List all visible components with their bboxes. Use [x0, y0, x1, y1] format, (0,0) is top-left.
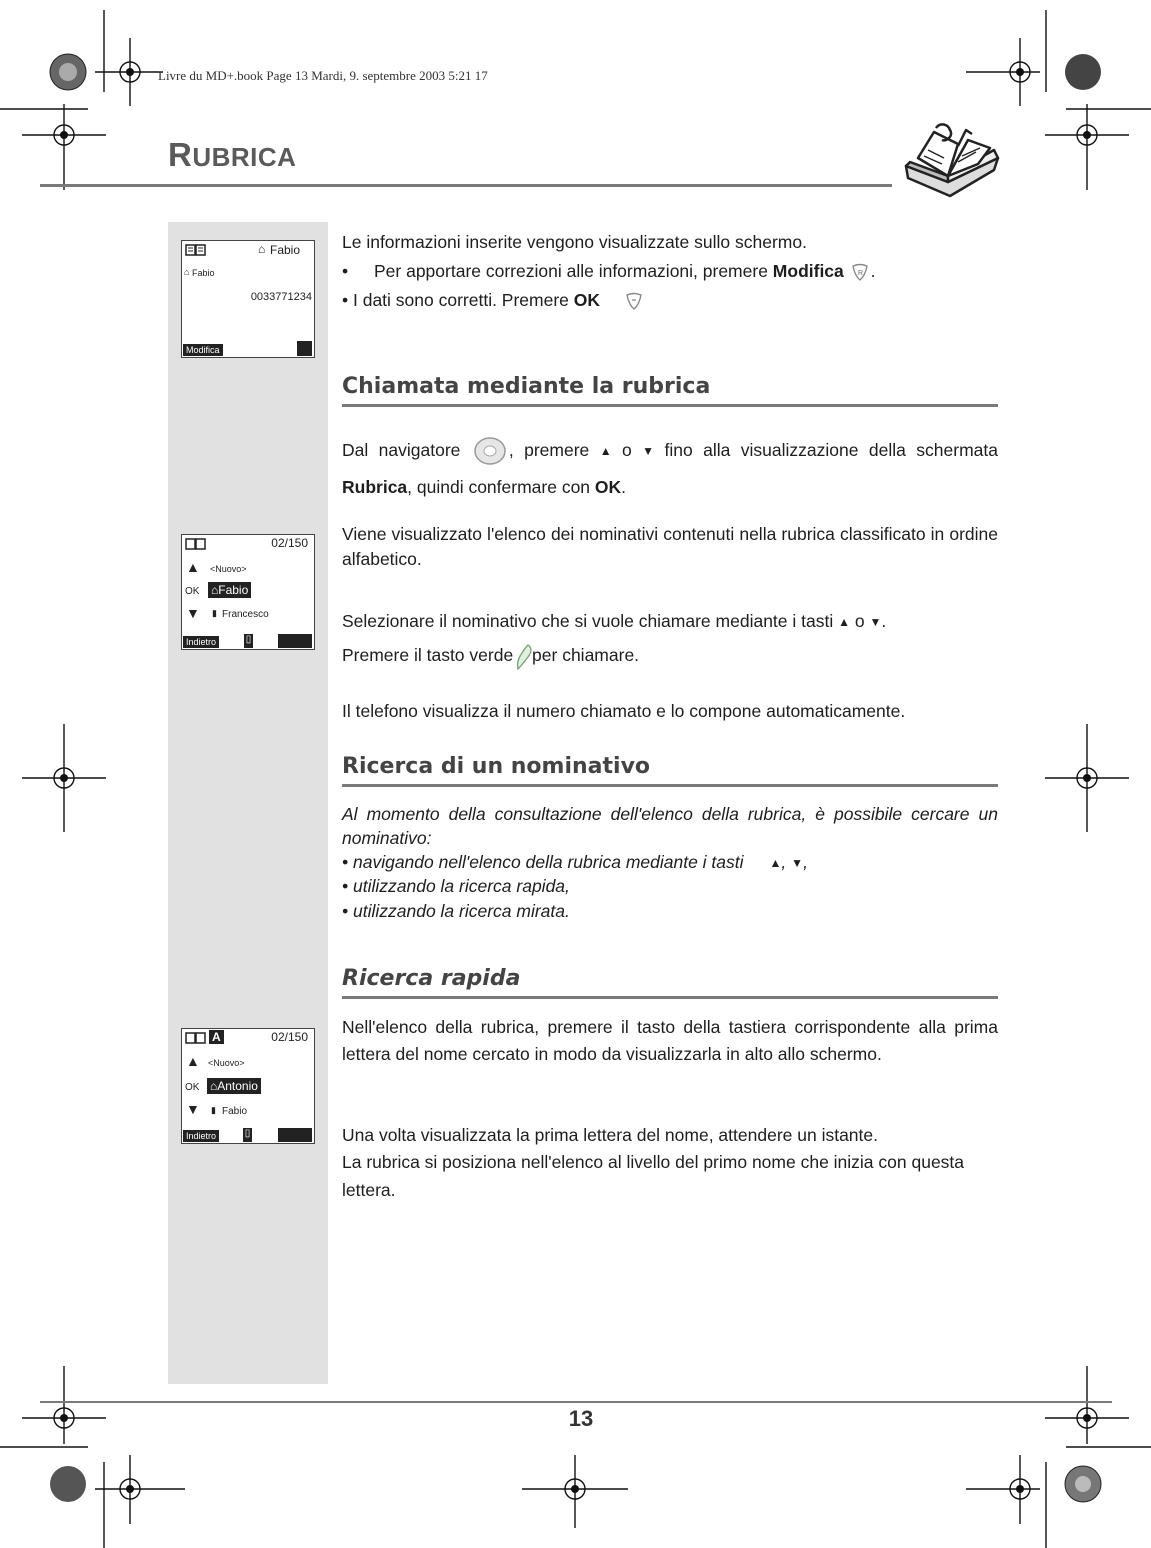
list-item-next[interactable]: Fabio — [222, 1106, 248, 1117]
bullet-modifica-bold: Modifica — [772, 260, 844, 281]
softkey-icon — [623, 291, 645, 311]
title-rule — [40, 184, 892, 187]
softkey-indietro[interactable]: Indietro — [183, 1130, 219, 1142]
text: , premere — [508, 440, 600, 460]
section3-line2: Una volta visualizzata la prima lettera del nome, attendere un istante. — [342, 1125, 878, 1145]
bold-ok: OK — [594, 476, 622, 497]
down-arrow-icon: ▼ — [869, 614, 882, 629]
section3-p1: Nell'elenco della rubrica, premere il tasto della tastiera corrispondente alla prima lettera del nome cercato in modo da visualizzarla in alto allo schermo. — [342, 1017, 998, 1065]
section1-p2: Viene visualizzato l'elenco dei nominativi contenuti nella rubrica classificato in ordine alfabetico. — [342, 524, 998, 569]
bullet-dot: • — [342, 260, 349, 281]
down-arrow-icon[interactable]: ▼ — [186, 605, 200, 621]
intro-line: Le informazioni inserite vengono visualizzate sullo schermo. — [342, 232, 807, 252]
section1-p3 — [342, 604, 998, 672]
text: per chiamare. — [532, 645, 640, 666]
text: , quindi confermare con — [407, 476, 595, 497]
section2-bullet2: • utilizzando la ricerca rapida, — [342, 876, 570, 897]
text: fino alla visualizzazione della schermata — [654, 440, 998, 460]
list-counter: 02/150 — [271, 1030, 308, 1044]
svg-text:R: R — [857, 270, 863, 278]
section-heading-ricerca-rapida: Ricerca rapida — [342, 966, 998, 999]
section2-body — [342, 802, 998, 923]
sidebar-panel — [168, 222, 328, 1384]
section1-p1 — [342, 432, 998, 506]
phone-screen-contact — [181, 240, 315, 358]
phone-screen-quick-search — [181, 1028, 315, 1144]
phone-screen-list — [181, 534, 315, 650]
bullet-modifica-text: Per apportare correzioni alle informazioni, premere — [374, 260, 773, 281]
down-arrow-icon[interactable]: ▼ — [186, 1101, 200, 1117]
softkey-indietro[interactable]: Indietro — [183, 636, 219, 648]
softkey-ok-block[interactable] — [297, 341, 312, 356]
page-title — [168, 136, 296, 174]
bullet-modifica-end: . — [870, 260, 876, 281]
page-number: 13 — [568, 1406, 594, 1431]
text: Dal navigatore — [342, 440, 471, 460]
navigator-icon — [471, 436, 509, 466]
mobile-icon: ▮ — [212, 608, 217, 618]
up-arrow-icon: ▲ — [769, 856, 782, 871]
mobile-icon: ▯ — [243, 1128, 252, 1142]
bullet-ok-bold: OK — [573, 289, 601, 310]
up-arrow-icon[interactable]: ▲ — [186, 559, 200, 575]
section2-bullet1 — [342, 850, 998, 874]
bold-rubrica: Rubrica — [342, 476, 408, 497]
text: Selezionare il nominativo che si vuole chiamare mediante i tasti — [342, 611, 839, 631]
softkey-icon — [849, 262, 871, 282]
text: , — [781, 852, 787, 873]
up-arrow-icon[interactable]: ▲ — [186, 1053, 200, 1069]
list-item-new[interactable]: <Nuovo> — [210, 564, 247, 574]
section-heading-ricerca: Ricerca di un nominativo — [342, 754, 998, 787]
list-item-next[interactable]: Francesco — [222, 609, 269, 620]
contact-number: 0033771234 — [250, 291, 312, 303]
mobile-icon: ▯ — [244, 634, 253, 648]
mobile-icon: ▮ — [211, 1105, 216, 1115]
search-letter: A — [209, 1030, 224, 1044]
list-item-selected[interactable] — [208, 582, 251, 598]
text: • navigando nell'elenco della rubrica mediante i tasti — [342, 852, 744, 873]
softkey-right-block[interactable] — [278, 634, 312, 648]
softkey-right-block[interactable] — [278, 1128, 312, 1142]
phonebook-icon — [185, 538, 207, 550]
up-arrow-icon: ▲ — [838, 614, 850, 629]
section2-intro: Al momento della consultazione dell'elenco della rubrica, è possibile cercare un nominativo: — [342, 804, 998, 849]
bullet-modifica — [342, 259, 998, 284]
bullet-ok-text: • I dati sono corretti. Premere — [342, 289, 574, 310]
text: , — [803, 852, 808, 873]
home-icon: ⌂ — [210, 1079, 218, 1093]
text: o — [611, 440, 643, 460]
section3-p2 — [342, 1122, 998, 1204]
phonebook-icon — [185, 244, 207, 256]
section2-bullet3: • utilizzando la ricerca mirata. — [342, 900, 570, 921]
phonebook-icon — [185, 1032, 207, 1044]
list-item-new[interactable]: <Nuovo> — [208, 1058, 245, 1068]
bottom-rule — [40, 1401, 1112, 1403]
text: . — [621, 476, 627, 497]
list-item-selected-label: Fabio — [218, 583, 249, 597]
bullet-ok — [342, 288, 998, 313]
book-icon — [898, 118, 1004, 200]
home-icon: ⌂ — [258, 242, 266, 256]
contact-small-name: Fabio — [192, 268, 215, 278]
contact-name: Fabio — [270, 243, 301, 257]
ok-label: OK — [185, 586, 200, 597]
section-heading-chiamata: Chiamata mediante la rubrica — [342, 374, 998, 407]
softkey-modifica[interactable]: Modifica — [183, 344, 223, 356]
text: Premere il tasto verde — [342, 645, 519, 666]
page-title-rest: UBRICA — [192, 142, 297, 172]
book-header: Livre du MD+.book Page 13 Mardi, 9. septembre 2003 5:21 17 — [158, 68, 488, 83]
down-arrow-icon: ▼ — [791, 856, 804, 871]
home-icon: ⌂ — [184, 267, 190, 277]
text: . — [881, 611, 887, 631]
section1-p5: Il telefono visualizza il numero chiamato e lo compone automaticamente. — [342, 701, 906, 721]
list-item-selected[interactable] — [207, 1078, 261, 1094]
intro-block — [342, 230, 998, 313]
home-icon: ⌂ — [211, 583, 219, 597]
up-arrow-icon: ▲ — [599, 443, 612, 458]
section3-line3: La rubrica si posiziona nell'elenco al livello del primo nome che inizia con questa lettera. — [342, 1152, 965, 1200]
down-arrow-icon: ▼ — [642, 443, 655, 458]
page-title-initial: R — [168, 136, 193, 173]
list-counter: 02/150 — [271, 536, 308, 550]
list-item-selected-label: Antonio — [217, 1079, 258, 1093]
text: o — [849, 611, 870, 631]
ok-label: OK — [185, 1082, 200, 1093]
